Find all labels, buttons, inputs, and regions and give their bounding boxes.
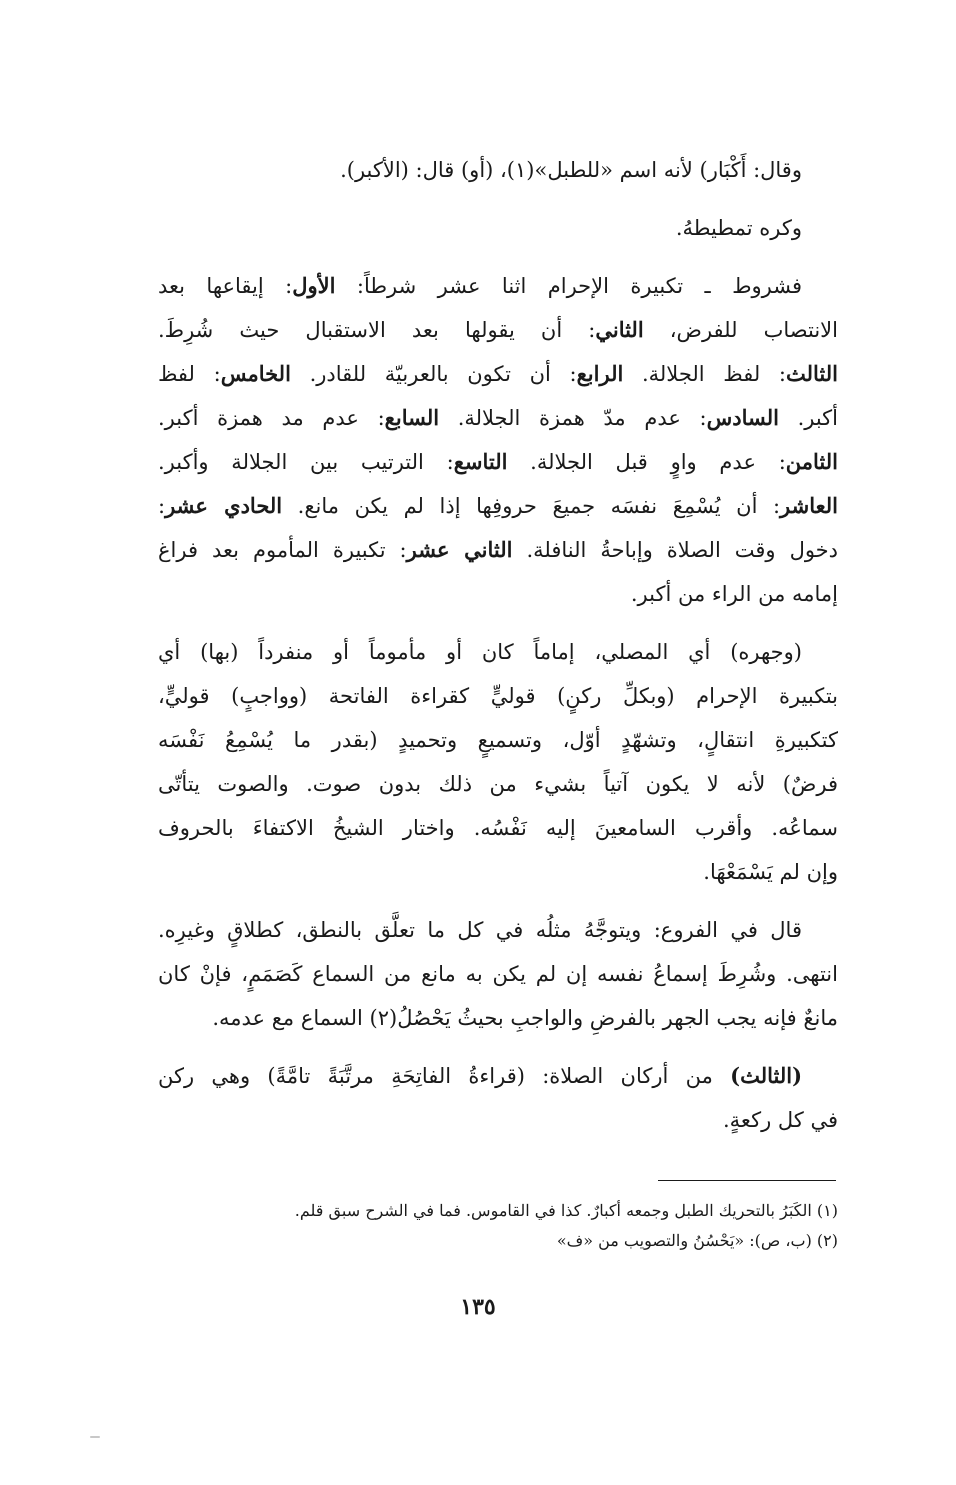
text-segment: : أن يُسْمِعَ نفسَه جميعَ حروفِها إذا لم يكن مانع. bbox=[282, 494, 781, 518]
text-line: انتهى. وشُرِطَ إسماعُ نفسه إن لم يكن به مانع من السماع كَصَمَمٍ، فإنْ كان bbox=[158, 962, 838, 986]
main-text bbox=[158, 148, 838, 1142]
text-line bbox=[158, 1054, 838, 1098]
text-segment: : لفظ bbox=[158, 362, 221, 386]
text-segment: من أركان الصلاة: (قراءةُ الفاتِحَةِ مرتَّبَةً تامَّةً) وهي ركن bbox=[158, 1064, 731, 1088]
paragraph bbox=[158, 206, 838, 250]
paragraph-gap bbox=[158, 1040, 838, 1054]
footnote-2: (٢) (ب، ص): «يَحْسُنُ والتصويب من «ف» bbox=[556, 1231, 838, 1250]
paragraph bbox=[158, 908, 838, 1040]
text-segment: : عدم مدّ همزة الجلالة. bbox=[439, 406, 707, 430]
text-line: فرضٌ) لأنه لا يكون آتياً بشيء من ذلك بدون صوت. والصوت يتأتّى bbox=[158, 772, 838, 796]
page-number: ١٣٥ bbox=[460, 1294, 496, 1320]
text-line bbox=[158, 308, 838, 352]
paragraph-gap bbox=[158, 192, 838, 206]
paragraph bbox=[158, 630, 838, 894]
footnote-1: (١) الكَبَرُ بالتحريك الطبل وجمعه أكبارٌ. كذا في القاموس. فما في الشرح سبق قلم. bbox=[294, 1201, 838, 1220]
text-line: سماعُه. وأقرب السامعينَ إليه نَفْسُه. واختار الشيخُ الاكتفاءَ بالحروف bbox=[158, 816, 838, 840]
text-segment: : تكبيرة المأموم بعد فراغ bbox=[158, 538, 407, 562]
paragraph-gap bbox=[158, 616, 838, 630]
text-line: وإن لم يَسْمَعْهَا. bbox=[703, 860, 838, 884]
text-segment: : أن يقولها بعد الاستقبال حيث شُرِطَ. bbox=[158, 318, 596, 342]
text-line: مانعٌ فإنه يجب الجهر بالفرضِ والواجبِ بحيثُ يَحْصُلُ(٢) السماع مع عدمه. bbox=[212, 1006, 838, 1030]
bold-term: السادس bbox=[706, 405, 779, 430]
bold-term: العاشر bbox=[780, 493, 838, 518]
paragraph-gap bbox=[158, 894, 838, 908]
paragraph bbox=[158, 148, 838, 192]
bold-term: الثاني bbox=[595, 317, 644, 342]
text-line: كتكبيرةِ انتقالٍ، وتشهّدٍ أوّل، وتسميعٍ وتحميدٍ (بقدر ما يُسْمِعُ نَفْسَه bbox=[158, 728, 838, 752]
text-line: إمامه من الراء من أكبر. bbox=[630, 582, 838, 606]
text-segment: : إيقاعها بعد bbox=[158, 274, 293, 298]
text-line: وقال: أَكْبَار) لأنه اسم «للطبل»(١)، (أو) قال: (الأكبر). bbox=[340, 158, 802, 182]
bold-term: السابع bbox=[384, 405, 440, 430]
text-line: وكره تمطيطهُ. bbox=[675, 216, 802, 240]
text-segment: أكبر. bbox=[778, 406, 838, 430]
bold-term: الأول bbox=[292, 273, 336, 298]
text-segment: دخول وقت الصلاة وإباحةُ النافلة. bbox=[512, 538, 838, 562]
bold-term: (الثالث) bbox=[730, 1063, 802, 1088]
text-line: في كل ركعةٍ. bbox=[723, 1108, 838, 1132]
paragraph bbox=[158, 1054, 838, 1142]
text-line bbox=[158, 484, 838, 528]
text-segment: الانتصاب للفرض، bbox=[643, 318, 838, 342]
bold-term: التاسع bbox=[453, 449, 508, 474]
text-line bbox=[158, 352, 838, 396]
text-segment: : الترتيب بين الجلالة وأكبر. bbox=[158, 450, 454, 474]
bold-term: الحادي عشر bbox=[165, 493, 283, 518]
text-line bbox=[158, 264, 838, 308]
scan-speck bbox=[90, 1436, 100, 1438]
text-segment: : لفظ الجلالة. bbox=[623, 362, 786, 386]
text-segment: : bbox=[158, 494, 166, 518]
text-segment: : أن تكون بالعربيّة للقادر. bbox=[290, 362, 577, 386]
text-line: (وجهره) أي المصلي، إماماً كان أو مأموماً أو منفرداً (بها) أي bbox=[158, 640, 802, 664]
bold-term: الثامن bbox=[785, 449, 838, 474]
text-line bbox=[158, 396, 838, 440]
text-line bbox=[158, 528, 838, 572]
bold-term: الخامس bbox=[220, 361, 291, 386]
footnote-separator bbox=[658, 1180, 836, 1181]
text-segment: : عدم مد همزة أكبر. bbox=[158, 406, 385, 430]
text-line bbox=[158, 440, 838, 484]
text-line: بتكبيرة الإحرام (وبكلِّ ركنٍ) قوليٍّ كقراءة الفاتحة (وواجبٍ) قوليٍّ، bbox=[158, 684, 838, 708]
text-segment: : عدم واوٍ قبل الجلالة. bbox=[507, 450, 786, 474]
paragraph bbox=[158, 264, 838, 616]
bold-term: الثاني عشر bbox=[406, 537, 513, 562]
text-segment: فشروط ـ تكبيرة الإحرام اثنا عشر شرطاً: bbox=[335, 274, 803, 298]
footnotes bbox=[294, 1196, 838, 1256]
bold-term: الثالث bbox=[785, 361, 838, 386]
paragraph-gap bbox=[158, 250, 838, 264]
bold-term: الرابع bbox=[576, 361, 624, 386]
text-line: قال في الفروع: ويتوجَّهُ مثلُه في كل ما تعلَّق بالنطق، كطلاقٍ وغيرِه. bbox=[158, 918, 802, 942]
